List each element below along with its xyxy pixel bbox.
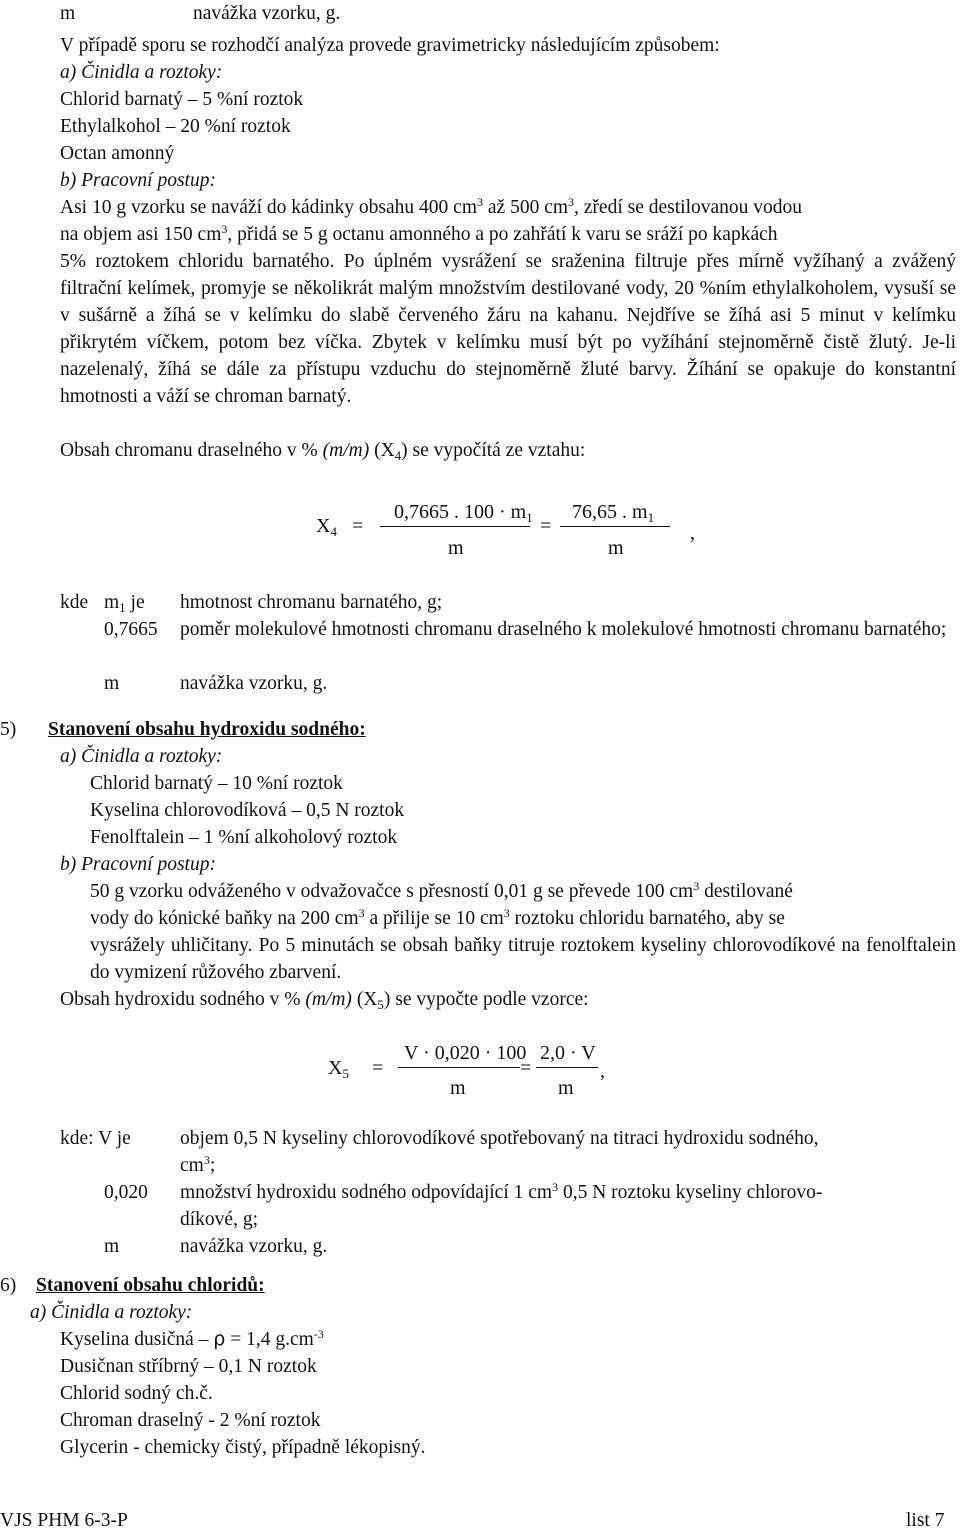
def-m-text: navážka vzorku, g. <box>180 673 328 694</box>
section-6-number: 6) <box>0 1275 17 1296</box>
def-k: 0,020 <box>104 1182 148 1203</box>
formula-comma: , <box>600 1060 605 1082</box>
def-k-text: poměr molekulové hmotnosti chromanu draselného k molekulové hmotnosti chromanu barnatého; <box>180 619 947 640</box>
formula-equals: = <box>520 1057 532 1079</box>
formula-x4-numerator-2: 76,65 . $m_1$ <box>572 501 655 525</box>
fraction-bar <box>380 526 530 527</box>
reagent-item: Glycerin - chemicky čistý, případně lékopisný. <box>60 1437 426 1458</box>
fraction-bar <box>536 1067 598 1068</box>
reagent-item: Chlorid barnatý – 5 %ní roztok <box>60 89 304 110</box>
reagents-heading: a) Činidla a roztoky: <box>60 62 223 83</box>
formula-x5-denominator-2: m <box>558 1077 574 1099</box>
def-k-text: množství hydroxidu sodného odpovídající 1 $cm^3$ 0,5 N roztoku kyseliny chlorovo- <box>180 1180 823 1203</box>
def-kde: kde <box>60 592 89 613</box>
procedure-heading: b) Pracovní postup: <box>60 170 216 191</box>
procedure-heading: b) Pracovní postup: <box>60 854 216 875</box>
reagent-item: Kyselina dusičná – ρ = 1,4 $g.cm^{-3}$ <box>60 1327 324 1350</box>
procedure-line: na objem asi 150 $cm^3$, přidá se 5 g octanu amonného a po zahřátí k varu se sráží po kapkách <box>60 222 778 245</box>
def-m: m <box>104 673 120 694</box>
reagent-item: Chroman draselný - 2 %ní roztok <box>60 1410 321 1431</box>
reagent-item: Chlorid sodný ch.č. <box>60 1383 213 1404</box>
footer-doc-id: VJS PHM 6-3-P <box>0 1510 128 1531</box>
section-5-number: 5) <box>0 719 17 740</box>
def-v-text-cont: $cm^3$; <box>180 1153 216 1176</box>
section-6-title: Stanovení obsahu chloridů: <box>36 1275 265 1296</box>
def-kde-v: kde: V je <box>60 1128 131 1149</box>
intro-text: V případě sporu se rozhodčí analýza provede gravimetricky následujícím způsobem: <box>60 35 720 56</box>
def-k: 0,7665 <box>104 619 158 640</box>
reagent-item: Octan amonný <box>60 143 175 164</box>
def-m1-text: hmotnost chromanu barnatého, g; <box>180 592 443 613</box>
def-m1: $m_1$ je <box>104 592 145 615</box>
formula-x5-numerator-1: V · 0,020 · 100 <box>404 1042 527 1064</box>
procedure-paragraph: 5% roztokem chloridu barnatého. Po úplném vysrážení se sraženina filtruje přes mírně vyžíhaný a zvážený filtrační kelímek, promyje se několikrát malým množstvím destilované vody, 20 %ním ethylalkoholem, vysuší se v sušárně a žíhá se v kelímku do slabě červeného žáru na kahanu. Nejdříve se žíhá asi 5 minut v kelímku přikrytém víčkem, potom bez víčka. Zbytek v kelímku musí být po vyžíhání stejnoměrně čistě žlutý. Je-li nazelenalý, žíhá se dále za přístupu vzduchu do stejnoměrně žluté barvy. Žíhání se opakuje do konstantní hmotnosti a váží se chroman barnatý. <box>60 251 956 407</box>
formula-x5-denominator-1: m <box>450 1077 466 1099</box>
procedure-line: Asi 10 g vzorku se naváží do kádinky obsahu 400 $cm^3$ až 500 $cm^3$, zředí se destilovanou vodou <box>60 195 803 218</box>
formula-equals: = <box>540 515 552 537</box>
def-k-text-cont: díkové, g; <box>180 1209 258 1230</box>
def-v-text: objem 0,5 N kyseliny chlorovodíkové spotřebovaný na titraci hydroxidu sodného, <box>180 1128 819 1149</box>
fraction-bar <box>560 526 670 527</box>
section-5-title: Stanovení obsahu hydroxidu sodného: <box>48 719 366 740</box>
formula-equals: = <box>352 515 364 537</box>
formula-x4-lhs: $X_4$ <box>316 515 337 539</box>
reagent-item: Kyselina chlorovodíková – 0,5 N roztok <box>90 800 405 821</box>
formula-x4-denominator-2: m <box>608 537 624 559</box>
formula-comma: , <box>690 522 695 544</box>
reagent-item: Dusičnan stříbrný – 0,1 N roztok <box>60 1356 317 1377</box>
reagents-heading: a) Činidla a roztoky: <box>30 1302 193 1323</box>
formula-x4-numerator-1: 0,7665 . $100 \cdot m_1$ <box>394 501 533 525</box>
procedure-line: vody do kónické baňky na 200 $cm^3$ a přilije se 10 $cm^3$ roztoku chloridu barnatého, aby se <box>90 906 785 929</box>
reagents-heading: a) Činidla a roztoky: <box>60 746 223 767</box>
calc-intro: Obsah chromanu draselného v % (m/m) $(X_4)$ se vypočítá ze vztahu: <box>60 440 586 463</box>
fraction-bar <box>398 1067 520 1068</box>
reagent-item: Fenolftalein – 1 %ní alkoholový roztok <box>90 827 398 848</box>
procedure-line: 50 g vzorku odváženého v odvažovačce s přesností 0,01 g se převede 100 $cm^3$ destilované <box>90 879 793 902</box>
formula-x5-lhs: $X_5$ <box>328 1057 349 1081</box>
calc-intro: Obsah hydroxidu sodného v % (m/m) $(X_5)$ se vypočte podle vzorce: <box>60 989 589 1012</box>
prev-def-m: m <box>60 3 76 24</box>
def-m-text: navážka vzorku, g. <box>180 1236 328 1257</box>
reagent-item: Chlorid barnatý – 10 %ní roztok <box>90 773 343 794</box>
formula-x4-denominator-1: m <box>448 537 464 559</box>
prev-def-m-text: navážka vzorku, g. <box>193 3 341 24</box>
reagent-item: Ethylalkohol – 20 %ní roztok <box>60 116 291 137</box>
formula-equals: = <box>372 1057 384 1079</box>
formula-x5-numerator-2: 2,0 · V <box>540 1042 596 1064</box>
def-m: m <box>104 1236 120 1257</box>
footer-page-number: list 7 <box>906 1510 945 1531</box>
procedure-paragraph: vysrážely uhličitany. Po 5 minutách se obsah baňky titruje roztokem kyseliny chlorovodíkové na fenolftalein do vymizení růžového zbarvení. <box>90 935 956 983</box>
